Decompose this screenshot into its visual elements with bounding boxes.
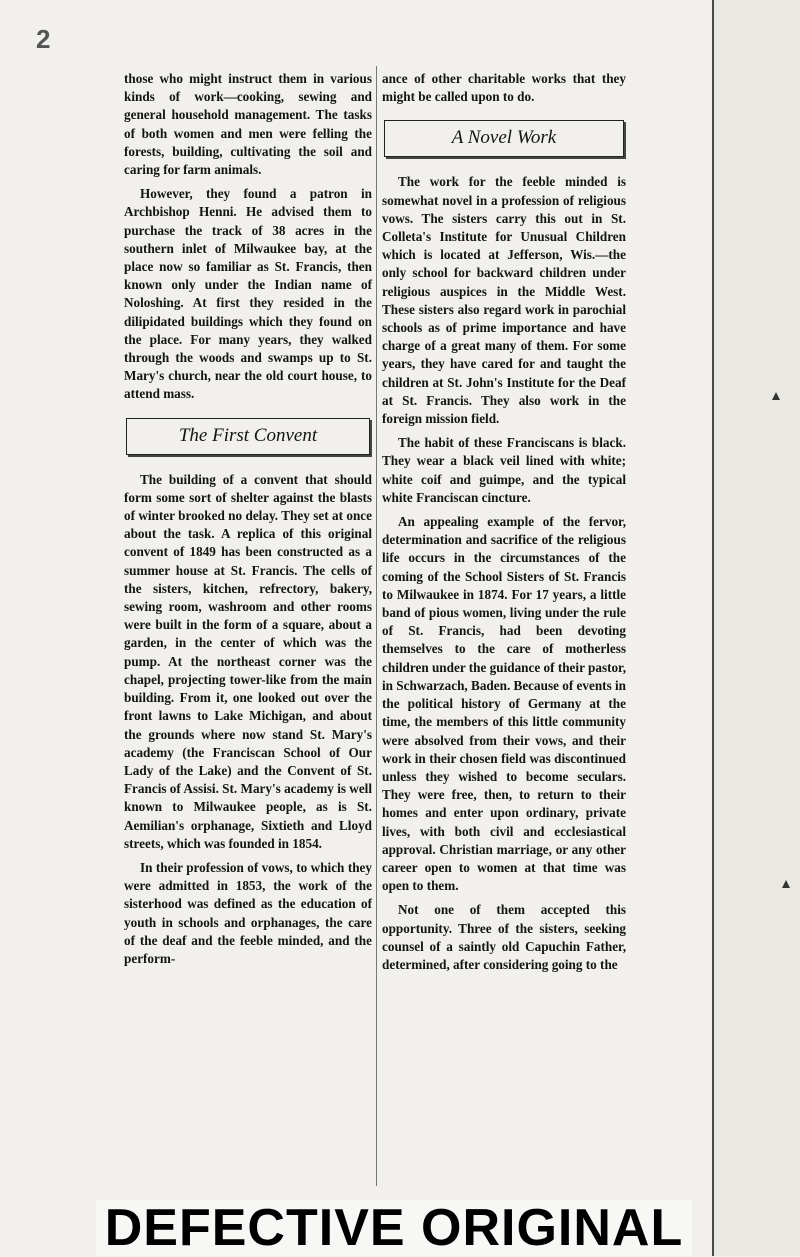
left-paragraph-3: The building of a convent that should form some sort of shelter against the blasts of winter brooked no delay. They set at once about the task. A replica of this original convent of 1849 has been constructed as a summer house at St. Francis. The cells of the sisters, kitchen, refrectory, bakery, sewing room, washroom and other rooms were built in the form of a square, about a garden, in the center of which was the pump. At the northeast corner was the chapel, projecting tower-like from the main building. From it, one looked out over the front lawns to Lake Michigan, and about the grounds where now stand St. Mary's academy (the Franciscan School of Our Lady of the Lake) and the Convent of St. Francis of Assisi. St. Mary's academy is well known to Milwaukee people, as is St. Aemilian's orphanage, Sixtieth and Lloyd streets, which was founded in 1854.	[124, 471, 372, 851]
left-column	[124, 70, 372, 974]
right-column	[382, 70, 626, 980]
defective-original-stamp: DEFECTIVE ORIGINAL	[96, 1200, 692, 1256]
right-paragraph-2: The habit of these Franciscans is black. They wear a black veil lined with white; white coif and guimpe, and the typical white Franciscan cincture.	[382, 435, 626, 505]
right-paragraph-1: The work for the feeble minded is somewhat novel in a profession of religious vows. The sisters carry this out in St. Colleta's Institute for Unusual Children which is located at Jefferson, Wis.—the only school for backward children under religious auspices in the Middle West. These sisters also regard work in parochial schools as of prime importance and have charge of a great many of them. For some years, they have cared for and taught the children at St. John's Institute for the Deaf at St. Francis. They also work in the foreign mission field.	[382, 174, 626, 427]
section-heading-first-convent: The First Convent	[126, 418, 370, 455]
edge-mark-triangle	[772, 392, 780, 400]
page-edge-margin	[712, 0, 800, 1256]
right-paragraph-4: Not one of them accepted this opportunity. Three of the sisters, seeking counsel of a saintly old Capuchin Father, determined, after considering going to the	[382, 902, 626, 972]
edge-mark-triangle	[782, 880, 790, 888]
section-heading-novel-work: A Novel Work	[384, 120, 624, 157]
left-paragraph-2: However, they found a patron in Archbishop Henni. He advised them to purchase the track of 38 acres in the southern inlet of Milwaukee bay, at the place now so familiar as St. Francis, then known only under the Indian name of Noloshing. At first they resided in the dilipidated buildings which they found on the place. For many years, they walked through the woods and swamps up to St. Mary's church, near the old court house, to attend mass.	[124, 186, 372, 402]
left-paragraph-1: those who might instruct them in various kinds of work—cooking, sewing and general household management. The tasks of both women and men were felling the forests, building, cultivating the soil and caring for farm animals.	[124, 71, 372, 178]
right-paragraph-3: An appealing example of the fervor, determination and sacrifice of the religious life occurs in the circumstances of the coming of the School Sisters of St. Francis to Milwaukee in 1874. For 17 years, a little band of pious women, living under the rule of St. Francis, had been devoting themselves to the care of motherless children under the guidance of their pastor, in Schwarzach, Baden. Because of events in the political history of Germany at the time, the members of this little community were absolved from their vows, and their work in their chosen field was discontinued unless they wished to become seculars. They were free, then, to return to their homes and enter upon ordinary, private lives, with both civil and ecclesiastical approval. Christian marriage, or any other career open to women at that time was open to them.	[382, 514, 626, 894]
right-intro-paragraph: ance of other charitable works that they might be called upon to do.	[382, 71, 626, 105]
left-paragraph-4: In their profession of vows, to which they were admitted in 1853, the work of the sisterhood was defined as the education of youth in schools and orphanages, the care of the deaf and the feeble minded, and the perform-	[124, 859, 372, 966]
page-number: 2	[36, 24, 51, 54]
column-divider	[376, 66, 377, 1186]
